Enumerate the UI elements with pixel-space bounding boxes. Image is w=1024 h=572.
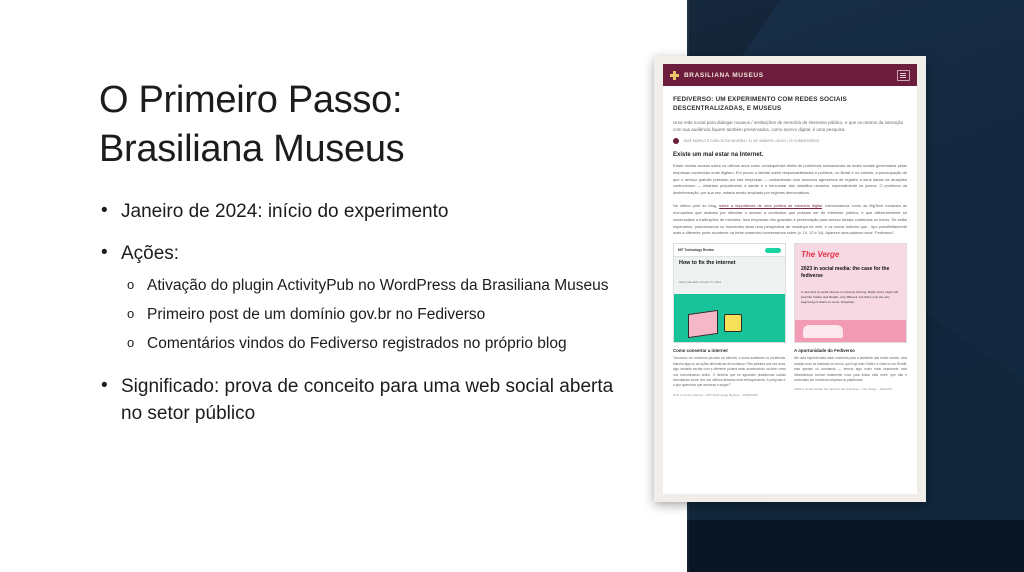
inline-link[interactable]: sobre a importância de uma política de memória digital — [719, 203, 822, 209]
sub-bullet-item: o Ativação do plugin ActivityPub no WordPress da Brasiliana Museus — [99, 276, 629, 297]
image-publication-label: MIT Technology Review — [678, 248, 714, 253]
image-illustration — [674, 294, 785, 342]
image-headline: How to fix the internet — [679, 260, 736, 267]
site-brand[interactable] — [670, 71, 764, 80]
page-title — [99, 76, 619, 173]
paragraph-suffix: , mencionamos como as BigTech tomaram as monopólios que acabam por dificultar o acesso a conteúdos que possam ser de interesse público, e que diferentemente se universalizar a instituições de memória. Isso empresas não guardam e preservação para acesso deseja conteúdos no futuro. Se estão esperamos, posicionamos os momentos atual uma perspectiva de mudança na web, e os novos indícios que - tipo possibilitamente mais a diferente pode acontecer na fonte comercial conversamos sobre (v. 10, 12 e 14). Aparece uma palavra nova: "Fediverso". — [673, 203, 907, 236]
article-card-text: "Anunciou um momento peculiar na Internet, e todos aceitaram os problemas. Marcha algo ou as ações alternativas de mudança. Pela palestra aos dos anos, algo verdade escrita com a diferente poderá estar acontecendo na forte como nos comunicamos online. O declínio que se agrandes plataformas sociais executaram sobre nós nos últimos décadas está enfraquecendo. A pergunta é: o que queremos que aconteça a seguir?" — [673, 356, 786, 388]
sub-bullet-item: o Comentários vindos do Fediverso registrados no próprio blog — [99, 334, 629, 355]
post-dek: Uma rede social para dialogar museus / instituições de memória de interesse público, e que os rastros da interação com sua audiência fiquem também preservados, como acervo digital, é uma pesquisa. — [673, 119, 904, 132]
title-line-2: Brasiliana Museus — [99, 127, 405, 170]
sub-bullet-item: o Primeiro post de um domínio gov.br no Fediverso — [99, 305, 629, 326]
article-cards — [673, 243, 907, 398]
article-card[interactable] — [794, 243, 907, 398]
article-card-text: Até uma espécie/nada dado momento para a ambiente das redes sociais, uma criação novo se baseado os muros, que hoje trata Twitter, e outra só um Reddit, mas apenas só constando — termos algo muito mais importante uma infraestrutura comum totalmente nova para iniciar está entre, que não é controlado por nenhuma empresa ou plataforma. — [794, 356, 907, 382]
site-name: BRASILIANA MUSEUS — [684, 71, 764, 79]
image-body-text: A new kind of social internet is currently forming. Right now it might still look like Twitter and Reddit, only different, but that's only the very beginning of what's to come. Hopefully. — [801, 290, 898, 304]
article-card-title: A oportunidade do Fediverso — [794, 348, 855, 354]
paragraph-with-link — [673, 203, 907, 237]
section-heading: Existe um mal estar na Internet. — [673, 151, 764, 158]
article-card-source[interactable]: 2023 in social media: the case for the fediverse – The Verge – 19/12/23 — [794, 387, 892, 392]
bullet-item: • Janeiro de 2024: início do experimento — [99, 198, 629, 226]
paragraph: Existe muitas acusas sobre os últimos anos como consequência direta de problemas sensacionais as redes sociais governadas pelas empresas comerciais onde digitam. Em pouco o debate sobre responsabilidades e políticos, no Brasil e no exterior, a preocupação de que o serviço gratuito prestado por tais empresas — contaminado com anúncios agressivos de registro a seus dados de atuações controversos — estariam prejudicando a saúde e o bem-estar dos cidadãos usuários, especialmente os jovens. O problema da desinformação, por sua vez, estaria sendo ampliado por regimes democráticos. — [673, 162, 907, 196]
post-meta — [673, 138, 907, 144]
article-card-source[interactable]: How to fix the internet – MIT Technology Review – 10/04/2023 — [673, 392, 759, 397]
image-badge — [765, 248, 781, 253]
article-card[interactable] — [673, 243, 786, 398]
site-header — [663, 64, 917, 86]
bullet-list — [99, 198, 629, 442]
bullet-item: • Ações: — [99, 240, 629, 268]
panel-bottom-strip — [687, 520, 1024, 572]
image-header-bar — [674, 244, 785, 257]
avatar — [673, 138, 679, 144]
website-screenshot-frame — [663, 64, 917, 494]
image-headline: 2023 in social media: the case for the fediverse — [801, 266, 890, 279]
post-meta-text: JOSÉ MURILO E CARLOS DA SILVEIRA • 31 DE JANEIRO • BLOG • 20 COMENTÁRIOS — [683, 138, 819, 143]
cross-logo-icon — [670, 71, 679, 80]
title-line-1: O Primeiro Passo: — [99, 79, 403, 121]
image-illustration — [795, 320, 906, 342]
paragraph-prefix: No último post do blog, — [673, 203, 720, 209]
website-screenshot — [654, 56, 926, 502]
article-card-image — [673, 243, 786, 343]
site-body — [663, 86, 917, 398]
image-publication-label: The Verge — [801, 250, 840, 260]
bullet-item: • Significado: prova de conceito para uma web social aberta no setor público — [99, 373, 629, 428]
post-title: FEDIVERSO: UM EXPERIMENTO COM REDES SOCIAIS DESCENTRALIZADAS, E MUSEUS — [673, 96, 847, 113]
hamburger-icon[interactable] — [897, 70, 910, 81]
article-card-title: Como consertar a internet — [673, 348, 728, 354]
image-byline: Stacy Renaldo October 5, 2023 — [679, 280, 721, 285]
article-card-image — [794, 243, 907, 343]
